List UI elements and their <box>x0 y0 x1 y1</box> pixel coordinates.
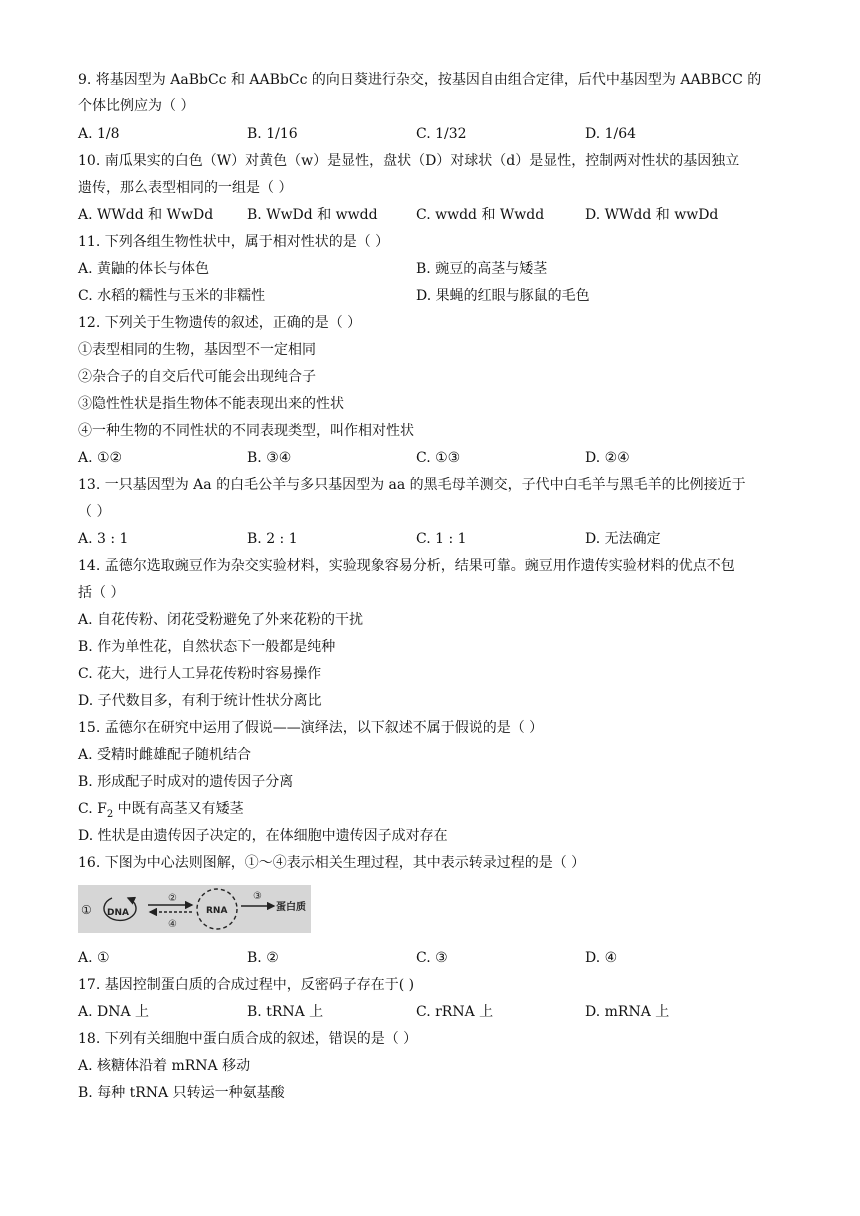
question-17-option-a: A. DNA 上 <box>78 1004 150 1020</box>
question-12-option-b: B. ③④ <box>247 450 292 466</box>
question-16-option-a: A. ① <box>78 950 110 966</box>
diagram-rna-label: RNA <box>206 906 228 916</box>
question-17-stem: 17. 基因控制蛋白质的合成过程中，反密码子存在于( ) <box>78 977 415 993</box>
question-17-option-c: C. rRNA 上 <box>416 1004 494 1020</box>
question-13-option-a: A. 3 : 1 <box>78 531 129 547</box>
question-12-option-a: A. ①② <box>78 450 123 466</box>
question-9-option-a: A. 1/8 <box>78 126 120 142</box>
diagram-label-4: ④ <box>168 919 177 930</box>
question-12-statement-2: ②杂合子的自交后代可能会出现纯合子 <box>78 369 316 385</box>
diagram-label-2: ② <box>168 893 177 904</box>
question-12-option-c: C. ①③ <box>416 450 461 466</box>
question-12-stem: 12. 下列关于生物遗传的叙述，正确的是（ ） <box>78 315 362 331</box>
diagram-protein-label: 蛋白质 <box>276 902 306 913</box>
question-12-statement-3: ③隐性性状是指生物体不能表现出来的性状 <box>78 396 344 412</box>
question-15-stem: 15. 孟德尔在研究中运用了假说——演绎法，以下叙述不属于假说的是（ ） <box>78 720 544 736</box>
question-17-option-d: D. mRNA 上 <box>585 1004 670 1020</box>
question-18-option-a: A. 核糖体沿着 mRNA 移动 <box>78 1058 251 1074</box>
question-16-option-b: B. ② <box>247 950 279 966</box>
question-13-option-c: C. 1 : 1 <box>416 531 467 547</box>
question-11-option-d: D. 果蝇的红眼与豚鼠的毛色 <box>416 288 590 304</box>
question-16-option-c: C. ③ <box>416 950 448 966</box>
question-14-option-b: B. 作为单性花，自然状态下一般都是纯种 <box>78 639 336 655</box>
question-11-option-a: A. 黄鼬的体长与体色 <box>78 261 210 277</box>
question-15-option-d: D. 性状是由遗传因子决定的，在体细胞中遗传因子成对存在 <box>78 828 448 844</box>
question-10-stem-line-2: 遗传，那么表型相同的一组是（ ） <box>78 180 293 196</box>
question-14-stem-line-1: 14. 孟德尔选取豌豆作为杂交实验材料，实验现象容易分析，结果可靠。豌豆用作遗传实验材料的优点不包 <box>78 558 735 574</box>
question-10-option-c: C. wwdd 和 Wwdd <box>416 207 545 223</box>
diagram-label-3: ③ <box>253 891 262 902</box>
question-12-statement-4: ④一种生物的不同性状的不同表现类型，叫作相对性状 <box>78 423 414 439</box>
question-13-stem-line-2: （ ） <box>78 504 111 520</box>
question-12-statement-1: ①表型相同的生物，基因型不一定相同 <box>78 342 316 358</box>
question-10-option-b: B. WwDd 和 wwdd <box>247 207 378 223</box>
question-14-option-d: D. 子代数目多，有利于统计性状分离比 <box>78 693 322 709</box>
question-9-option-b: B. 1/16 <box>247 126 298 142</box>
question-9-option-c: C. 1/32 <box>416 126 467 142</box>
question-13-option-b: B. 2 : 1 <box>247 531 298 547</box>
question-18-option-b: B. 每种 tRNA 只转运一种氨基酸 <box>78 1085 285 1101</box>
question-10-option-d: D. WWdd 和 wwDd <box>585 207 719 223</box>
diagram-label-1: ① <box>81 903 92 917</box>
question-16-option-d: D. ④ <box>585 950 618 966</box>
central-dogma-svg <box>78 885 311 933</box>
question-15-option-b: B. 形成配子时成对的遗传因子分离 <box>78 774 294 790</box>
question-17-option-b: B. tRNA 上 <box>247 1004 324 1020</box>
diagram-dna-label: DNA <box>107 908 129 918</box>
question-15-option-c <box>78 799 244 819</box>
question-14-stem-line-2: 括（ ） <box>78 585 125 601</box>
question-15-option-a: A. 受精时雌雄配子随机结合 <box>78 747 252 763</box>
question-9-option-d: D. 1/64 <box>585 126 637 142</box>
question-12-option-d: D. ②④ <box>585 450 630 466</box>
question-9-stem-line-1: 9. 将基因型为 AaBbCc 和 AABbCc 的向日葵进行杂交，按基因自由组合定律，后代中基因型为 AABBCC 的 <box>78 72 762 88</box>
question-13-option-d: D. 无法确定 <box>585 531 661 547</box>
question-15-option-c-prefix: C. F <box>78 801 107 817</box>
question-15-option-c-subscript: 2 <box>106 808 114 820</box>
question-14-option-a: A. 自花传粉、闭花受粉避免了外来花粉的干扰 <box>78 612 364 628</box>
question-11-option-c: C. 水稻的糯性与玉米的非糯性 <box>78 288 266 304</box>
question-11-option-b: B. 豌豆的高茎与矮茎 <box>416 261 548 277</box>
question-14-option-c: C. 花大，进行人工异花传粉时容易操作 <box>78 666 322 682</box>
central-dogma-diagram <box>78 885 311 933</box>
question-11-stem: 11. 下列各组生物性状中，属于相对性状的是（ ） <box>78 234 390 250</box>
question-18-stem: 18. 下列有关细胞中蛋白质合成的叙述，错误的是（ ） <box>78 1031 418 1047</box>
question-10-stem-line-1: 10. 南瓜果实的白色（W）对黄色（w）是显性，盘状（D）对球状（d）是显性，控制两对性状的基因独立 <box>78 153 740 169</box>
question-16-stem: 16. 下图为中心法则图解，①～④表示相关生理过程，其中表示转录过程的是（ ） <box>78 855 586 871</box>
question-10-option-a: A. WWdd 和 WwDd <box>78 207 214 223</box>
question-9-stem-line-2: 个体比例应为（ ） <box>78 98 195 114</box>
question-15-option-c-text: 中既有高茎又有矮茎 <box>113 801 244 817</box>
question-13-stem-line-1: 13. 一只基因型为 Aa 的白毛公羊与多只基因型为 aa 的黑毛母羊测交，子代中白毛羊与黑毛羊的比例接近于 <box>78 477 746 493</box>
